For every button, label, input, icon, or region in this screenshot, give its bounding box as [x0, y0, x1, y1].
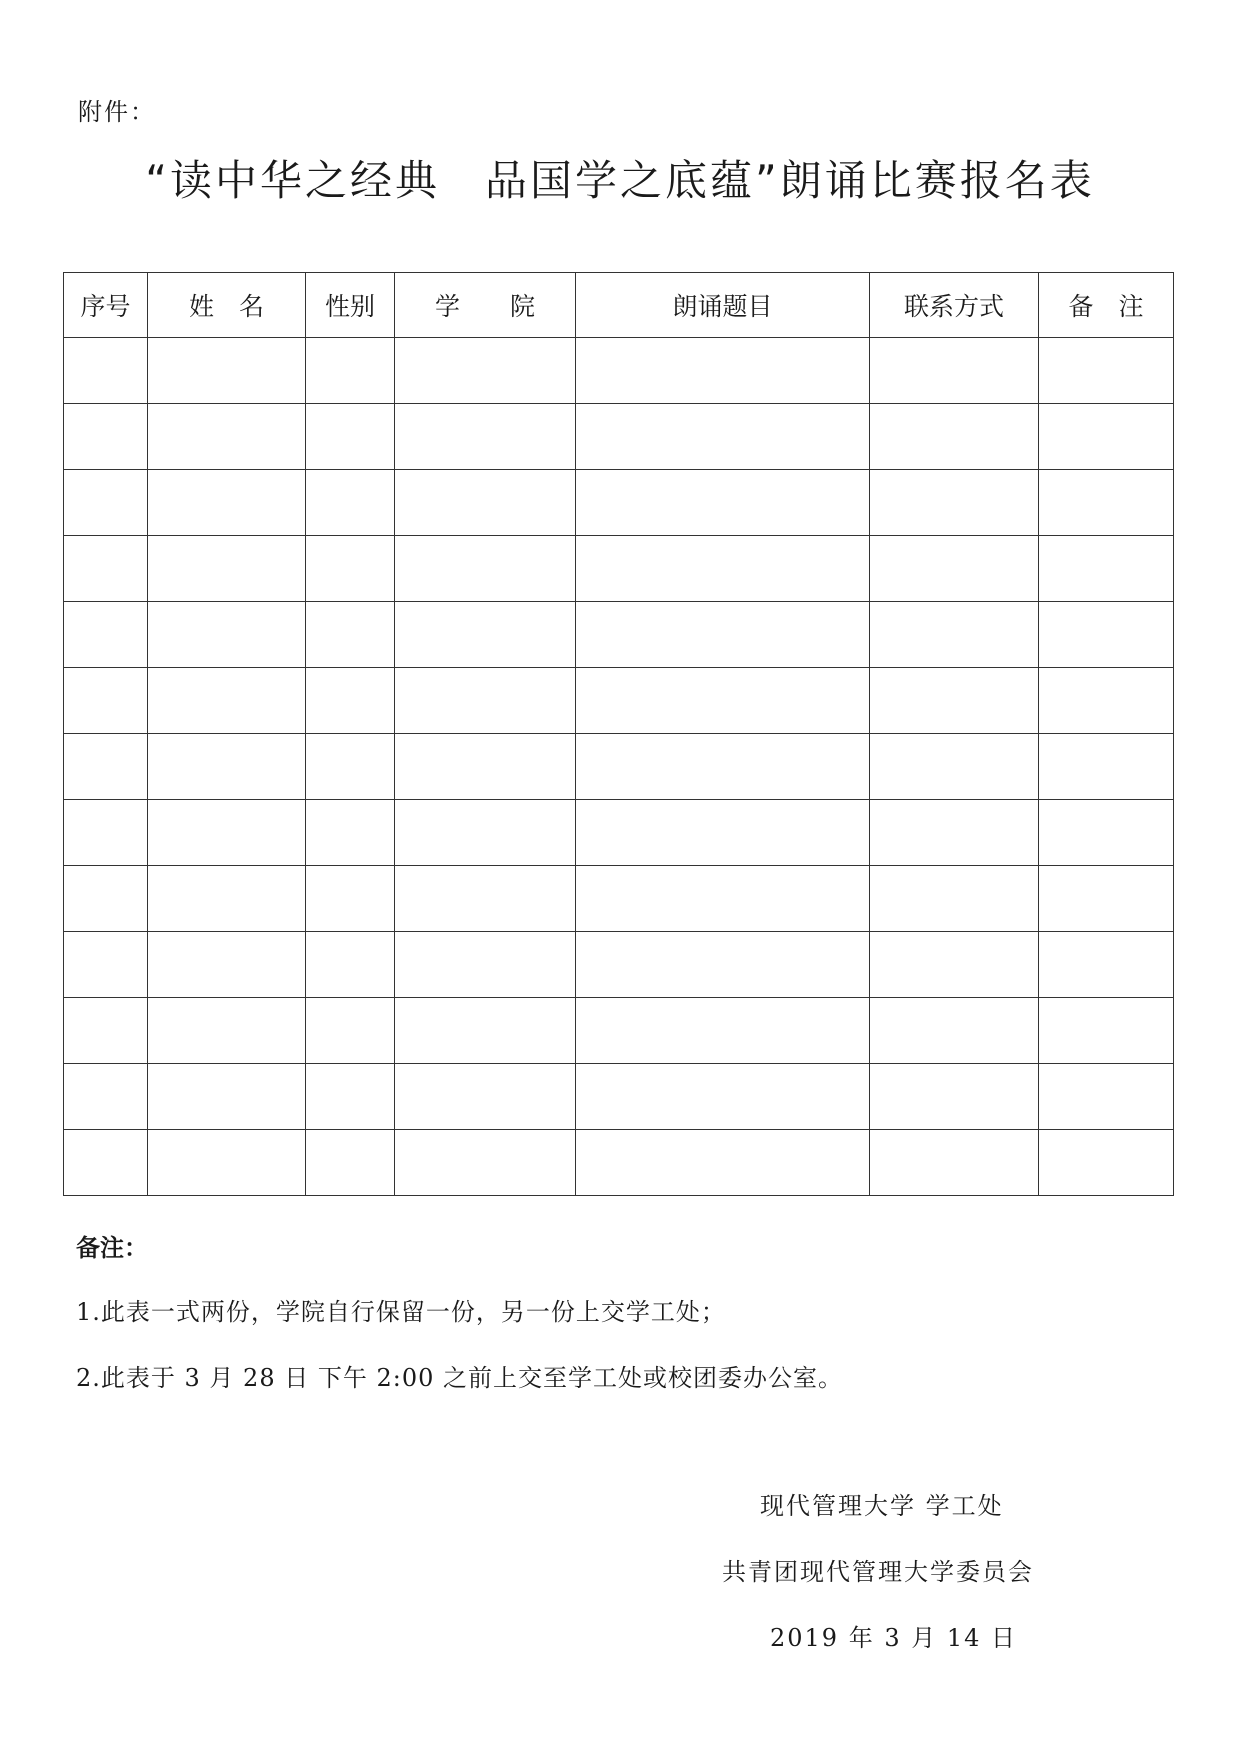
table-cell[interactable] [870, 932, 1039, 998]
signature-org-youth-league: 共青团现代管理大学委员会 [722, 1558, 1034, 1586]
remark-item: 2.此表于 3 月 28 日 下午 2:00 之前上交至学工处或校团委办公室。 [76, 1364, 844, 1392]
table-cell[interactable] [576, 866, 870, 932]
table-cell[interactable] [1039, 404, 1174, 470]
signature-date: 2019 年 3 月 14 日 [770, 1624, 1018, 1652]
table-cell[interactable] [148, 998, 306, 1064]
table-cell[interactable] [148, 800, 306, 866]
table-cell[interactable] [576, 470, 870, 536]
table-cell[interactable] [395, 668, 576, 734]
table-cell[interactable] [1039, 536, 1174, 602]
table-cell[interactable] [64, 602, 148, 668]
signature-org-student-affairs: 现代管理大学 学工处 [760, 1492, 1004, 1520]
table-cell[interactable] [306, 668, 395, 734]
table-cell[interactable] [306, 602, 395, 668]
table-row [64, 734, 1174, 800]
table-row [64, 338, 1174, 404]
table-cell[interactable] [870, 668, 1039, 734]
table-row [64, 1130, 1174, 1196]
table-row [64, 1064, 1174, 1130]
table-cell[interactable] [148, 668, 306, 734]
table-cell[interactable] [148, 470, 306, 536]
table-cell[interactable] [306, 470, 395, 536]
table-cell[interactable] [576, 536, 870, 602]
header-contact: 联系方式 [870, 273, 1039, 338]
table-cell[interactable] [64, 1130, 148, 1196]
table-cell[interactable] [395, 338, 576, 404]
table-cell[interactable] [148, 1130, 306, 1196]
table-row [64, 404, 1174, 470]
table-cell[interactable] [576, 668, 870, 734]
table-cell[interactable] [64, 338, 148, 404]
table-cell[interactable] [64, 536, 148, 602]
table-row [64, 800, 1174, 866]
table-cell[interactable] [870, 734, 1039, 800]
table-row [64, 668, 1174, 734]
table-cell[interactable] [306, 998, 395, 1064]
table-cell[interactable] [576, 1130, 870, 1196]
table-cell[interactable] [148, 1064, 306, 1130]
table-row [64, 866, 1174, 932]
table-cell[interactable] [870, 1064, 1039, 1130]
table-cell[interactable] [870, 800, 1039, 866]
table-cell[interactable] [64, 998, 148, 1064]
table-cell[interactable] [306, 800, 395, 866]
table-header-row [64, 273, 1174, 338]
table-cell[interactable] [395, 866, 576, 932]
table-row [64, 536, 1174, 602]
table-body [64, 338, 1174, 1196]
header-index: 序号 [64, 273, 148, 338]
table-cell[interactable] [395, 734, 576, 800]
header-gender: 性别 [306, 273, 395, 338]
table-cell[interactable] [870, 602, 1039, 668]
table-cell[interactable] [395, 404, 576, 470]
table-cell[interactable] [395, 602, 576, 668]
table-cell[interactable] [576, 998, 870, 1064]
table-cell[interactable] [576, 932, 870, 998]
table-cell[interactable] [306, 338, 395, 404]
table-cell[interactable] [148, 734, 306, 800]
table-cell[interactable] [870, 866, 1039, 932]
table-cell[interactable] [306, 404, 395, 470]
table-cell[interactable] [306, 1130, 395, 1196]
table-cell[interactable] [64, 1064, 148, 1130]
table-cell[interactable] [1039, 800, 1174, 866]
table-cell[interactable] [148, 536, 306, 602]
table-cell[interactable] [870, 470, 1039, 536]
table-cell[interactable] [395, 800, 576, 866]
table-row [64, 602, 1174, 668]
table-cell[interactable] [148, 602, 306, 668]
attachment-label: 附件： [78, 98, 156, 126]
table-cell[interactable] [1039, 602, 1174, 668]
table-cell[interactable] [306, 536, 395, 602]
table-cell[interactable] [64, 932, 148, 998]
table-cell[interactable] [1039, 1130, 1174, 1196]
table-cell[interactable] [395, 998, 576, 1064]
table-cell[interactable] [395, 536, 576, 602]
header-college: 学 院 [395, 273, 576, 338]
table-cell[interactable] [64, 404, 148, 470]
table-cell[interactable] [576, 602, 870, 668]
table-cell[interactable] [148, 866, 306, 932]
table-cell[interactable] [870, 536, 1039, 602]
table-cell[interactable] [1039, 338, 1174, 404]
table-cell[interactable] [1039, 470, 1174, 536]
table-cell[interactable] [306, 734, 395, 800]
table-cell[interactable] [395, 470, 576, 536]
table-cell[interactable] [576, 734, 870, 800]
table-row [64, 470, 1174, 536]
registration-table [63, 272, 1174, 1196]
table-cell[interactable] [306, 932, 395, 998]
table-cell[interactable] [1039, 866, 1174, 932]
table-cell[interactable] [64, 866, 148, 932]
header-name: 姓 名 [148, 273, 306, 338]
header-recitation-title: 朗诵题目 [576, 273, 870, 338]
table-cell[interactable] [1039, 668, 1174, 734]
table-cell[interactable] [148, 932, 306, 998]
table-cell[interactable] [148, 404, 306, 470]
table-cell[interactable] [870, 404, 1039, 470]
table-cell[interactable] [576, 800, 870, 866]
table-cell[interactable] [64, 668, 148, 734]
table-cell[interactable] [306, 866, 395, 932]
table-cell[interactable] [1039, 734, 1174, 800]
remark-item: 1.此表一式两份，学院自行保留一份，另一份上交学工处； [76, 1298, 726, 1326]
table-cell[interactable] [64, 800, 148, 866]
table-row [64, 998, 1174, 1064]
table-cell[interactable] [576, 404, 870, 470]
table-cell[interactable] [1039, 932, 1174, 998]
table-cell[interactable] [64, 470, 148, 536]
table-cell[interactable] [870, 1130, 1039, 1196]
table-cell[interactable] [870, 998, 1039, 1064]
table-cell[interactable] [148, 338, 306, 404]
table-cell[interactable] [395, 1130, 576, 1196]
header-remarks: 备 注 [1039, 273, 1174, 338]
remarks-heading: 备注： [76, 1234, 148, 1262]
table-cell[interactable] [576, 1064, 870, 1130]
table-cell[interactable] [870, 338, 1039, 404]
table-cell[interactable] [395, 932, 576, 998]
table-row [64, 932, 1174, 998]
table-cell[interactable] [1039, 998, 1174, 1064]
page-title: “读中华之经典 品国学之底蕴”朗诵比赛报名表 [145, 156, 1095, 205]
table-cell[interactable] [576, 338, 870, 404]
table-cell[interactable] [64, 734, 148, 800]
table-cell[interactable] [306, 1064, 395, 1130]
table-cell[interactable] [395, 1064, 576, 1130]
table-cell[interactable] [1039, 1064, 1174, 1130]
